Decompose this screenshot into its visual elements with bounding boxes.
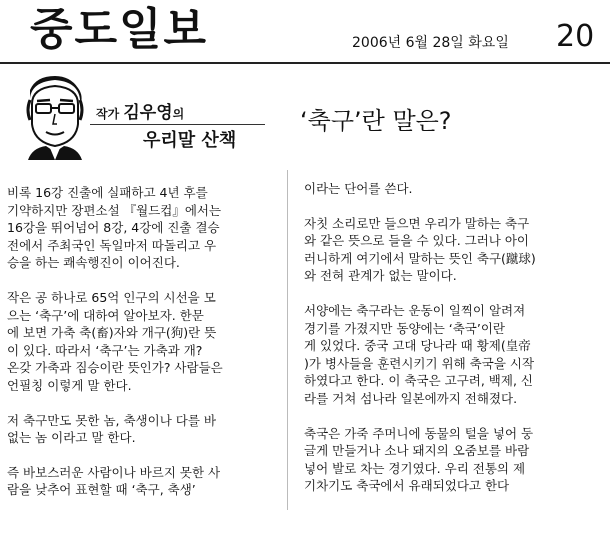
text-line: 라를 거쳐 섬나라 일본에까지 전해졌다. [304, 390, 518, 406]
text-line: 기차기도 축국에서 유래되었다고 한다 [304, 478, 510, 494]
text-line: 승을 하는 쾌속행진이 이어진다. [7, 255, 180, 271]
text-line: 이라는 단어를 쓴다. [304, 181, 413, 196]
article-right-column [304, 180, 604, 512]
text-line: 와 전혀 관계가 없는 말이다. [304, 268, 457, 284]
paragraph [7, 289, 275, 395]
text-line: 저 축구만도 못한 놈, 축생이나 다를 바 [7, 412, 216, 428]
paragraph [7, 464, 275, 499]
text-line: 16강을 뛰어넘어 8강, 4강에 진출 결승 [7, 220, 220, 236]
paragraph [304, 302, 604, 408]
text-line: 축국은 가죽 주머니에 동물의 털을 넣어 둥 [304, 425, 534, 441]
text-line: 와 같은 뜻으로 들을 수 있다. 그러나 아이 [304, 233, 529, 249]
column-title: 우리말 산책 [143, 130, 237, 151]
article-left-column [7, 184, 275, 516]
author-suffix: 의 [172, 107, 185, 121]
issue-date: 2006년 6월 28일 화요일 [352, 35, 509, 51]
masthead [0, 0, 610, 64]
paragraph [7, 184, 275, 272]
text-line: 자칫 소리로만 들으면 우리가 말하는 축구 [304, 215, 530, 231]
paragraph [304, 215, 604, 285]
column-header [18, 72, 273, 164]
text-line: 언필칭 이렇게 말 한다. [7, 377, 132, 393]
author-name: 김우영 [123, 103, 173, 123]
text-line: 넣어 발로 차는 경기였다. 우리 전통의 제 [304, 460, 526, 476]
column-divider [287, 170, 288, 510]
author-prefix: 작가 [96, 107, 120, 121]
article-headline: ‘축구’란 말은? [300, 107, 452, 135]
column-byline [96, 98, 184, 123]
column-rule [90, 124, 265, 125]
text-line: 경기를 가졌지만 동양에는 ‘축국’이란 [304, 320, 505, 336]
text-line: 비록 16강 진출에 실패하고 4년 후를 [7, 185, 208, 200]
text-line: 즉 바보스러운 사람이나 바르지 못한 사 [7, 464, 221, 480]
page-number: 20 [556, 19, 595, 54]
text-line: 람을 낮추어 표현할 때 ‘축구, 축생’ [7, 482, 196, 498]
text-line: )가 병사들을 훈련시키기 위해 축국을 시작 [304, 355, 535, 371]
author-caricature-icon [22, 74, 88, 160]
paragraph [304, 180, 604, 198]
text-line: 작은 공 하나로 65억 인구의 시선을 모 [7, 289, 216, 305]
text-line: 으는 ‘축구’에 대하여 알아보자. 한문 [7, 307, 204, 323]
text-line: 게 있었다. 중국 고대 당나라 때 황제(皇帝 [304, 338, 531, 354]
text-line: 기약하지만 장편소설 『월드컵』에서는 [7, 202, 222, 218]
paragraph [7, 412, 275, 447]
text-line: 서양에는 축구라는 운동이 일찍이 알려져 [304, 302, 526, 318]
text-line: 에 보면 가축 축(畜)자와 개구(狗)란 뜻 [7, 325, 217, 341]
paragraph [304, 425, 604, 495]
text-line: 없는 놈 이라고 말 한다. [7, 430, 136, 446]
text-line: 온갖 가축과 짐승이란 뜻인가? 사람들은 [7, 360, 223, 376]
text-line: 글게 만들거나 소나 돼지의 오줌보를 바람 [304, 443, 530, 459]
text-line: 전에서 주최국인 독일마저 따돌리고 우 [7, 237, 217, 253]
newspaper-name: 중도일보 [30, 4, 209, 55]
text-line: 러니하게 여기에서 말하는 뜻인 축구(蹴球) [304, 250, 536, 266]
text-line: 하였다고 한다. 이 축국은 고구려, 백제, 신 [304, 373, 533, 389]
text-line: 이 있다. 따라서 ‘축구’는 가축과 개? [7, 342, 203, 358]
